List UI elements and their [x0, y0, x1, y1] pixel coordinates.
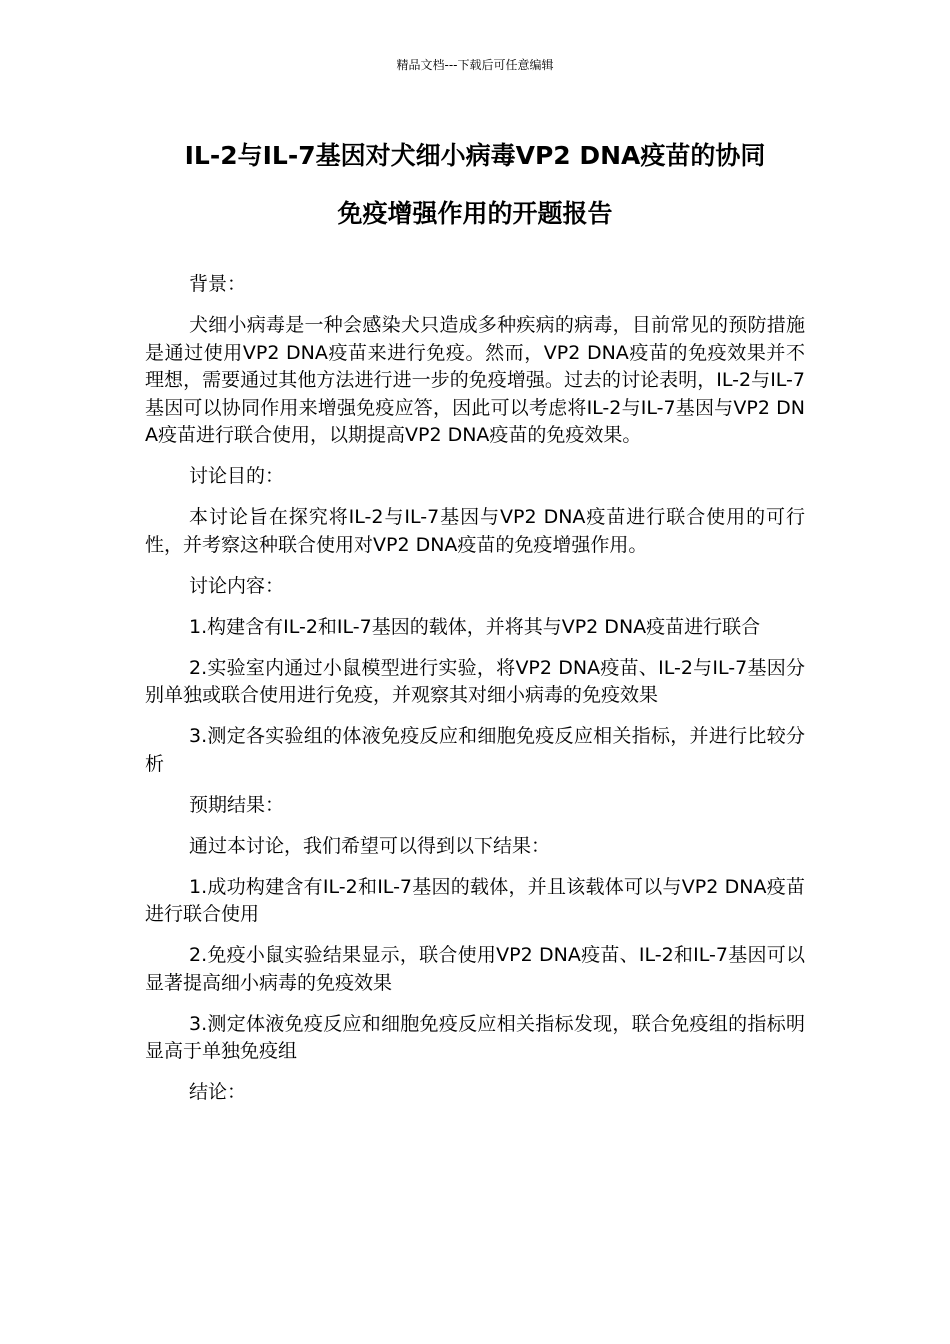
section-heading-conclusion: 结论：: [189, 1081, 247, 1103]
section-heading-purpose: 讨论目的：: [189, 465, 285, 487]
paragraph-background: 犬细小病毒是一种会感染犬只造成多种疾病的病毒，目前常见的预防措施是通过使用VP2 DNA疫苗来进行免疫。然而，VP2 DNA疫苗的免疫效果并不理想，需要通过其他方法进行进一步的免疫增强。过去的讨论表明，IL-2与IL-7基因可以协同作用来增强免疫应答，因此可以考虑将IL-2与IL-7基因与VP2 DNA疫苗进行联合使用，以期提高VP2 DNA疫苗的免疫效果。: [145, 314, 805, 446]
title-line-1: IL-2与IL-7基因对犬细小病毒VP2 DNA疫苗的协同: [184, 141, 766, 170]
paragraph-expected-intro: 通过本讨论，我们希望可以得到以下结果：: [189, 834, 551, 857]
section-heading-background: 背景：: [189, 273, 247, 295]
paragraph-purpose: 本讨论旨在探究将IL-2与IL-7基因与VP2 DNA疫苗进行联合使用的可行性，并考察这种联合使用对VP2 DNA疫苗的免疫增强作用。: [145, 506, 805, 556]
document-body: [145, 271, 805, 1120]
list-item-expected-3: 3.测定体液免疫反应和细胞免疫反应相关指标发现，联合免疫组的指标明显高于单独免疫组: [145, 1012, 805, 1062]
list-item-expected-2: 2.免疫小鼠实验结果显示，联合使用VP2 DNA疫苗、IL-2和IL-7基因可以显著提高细小病毒的免疫效果: [145, 944, 805, 994]
list-item-content-2: 2.实验室内通过小鼠模型进行实验，将VP2 DNA疫苗、IL-2与IL-7基因分别单独或联合使用进行免疫，并观察其对细小病毒的免疫效果: [145, 656, 805, 706]
section-heading-content: 讨论内容：: [189, 574, 285, 597]
list-item-expected-1: 1.成功构建含有IL-2和IL-7基因的载体，并且该载体可以与VP2 DNA疫苗进行联合使用: [145, 875, 805, 925]
list-item-content-3: 3.测定各实验组的体液免疫反应和细胞免疫反应相关指标，并进行比较分析: [145, 725, 805, 775]
title-line-2: 免疫增强作用的开题报告: [337, 199, 613, 228]
section-heading-expected: 预期结果：: [189, 793, 285, 816]
document-title: [120, 127, 830, 243]
list-item-content-1: 1.构建含有IL-2和IL-7基因的载体，并将其与VP2 DNA疫苗进行联合: [189, 615, 761, 638]
header-note: 精品文档---下载后可任意编辑: [396, 58, 554, 72]
